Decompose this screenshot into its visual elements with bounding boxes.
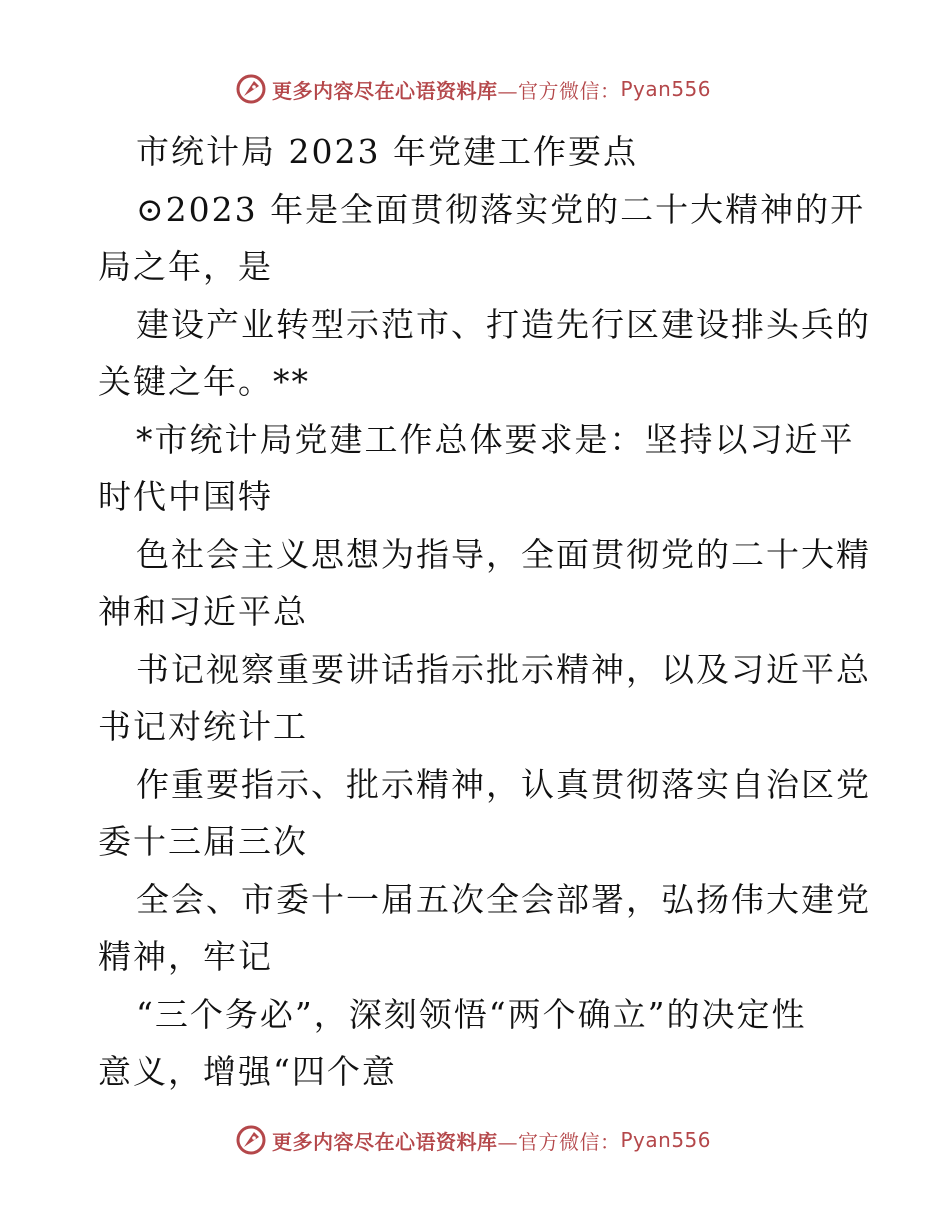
banner-wechat-label: —官方微信： bbox=[497, 1129, 621, 1154]
paragraph-line: 书记视察重要讲话指示批示精神，以及习近平总 bbox=[136, 649, 871, 689]
pen-nib-logo-icon bbox=[234, 72, 268, 106]
paragraph-line: 作重要指示、批示精神，认真贯彻落实自治区党 bbox=[136, 764, 871, 804]
banner-wechat-id: Pyan556 bbox=[620, 77, 712, 101]
paragraph-line: 精神，牢记 bbox=[98, 937, 273, 976]
paragraph-line: 关键之年。** bbox=[98, 362, 310, 401]
paragraph-line: 全会、市委十一届五次全会部署，弘扬伟大建党 bbox=[136, 879, 871, 919]
banner-wechat-id: Pyan556 bbox=[620, 1128, 712, 1152]
banner-brand: 更多内容尽在心语资料库 bbox=[272, 78, 498, 103]
banner-brand: 更多内容尽在心语资料库 bbox=[272, 1129, 498, 1154]
document-body bbox=[98, 123, 871, 1101]
paragraph-line: “三个务必”，深刻领悟“两个确立”的决定性 bbox=[136, 994, 807, 1034]
pen-nib-logo-icon bbox=[234, 1123, 268, 1157]
paragraph-line: 时代中国特 bbox=[98, 477, 273, 516]
footer-banner bbox=[234, 1123, 711, 1157]
paragraph-line: 建设产业转型示范市、打造先行区建设排头兵的 bbox=[136, 304, 871, 344]
banner-wechat-label: —官方微信： bbox=[497, 78, 621, 103]
paragraph-line: *市统计局党建工作总体要求是：坚持以习近平 bbox=[136, 419, 855, 459]
paragraph-line: 意义，增强“四个意 bbox=[98, 1052, 397, 1091]
paragraph-line: 色社会主义思想为指导，全面贯彻党的二十大精 bbox=[136, 534, 871, 574]
paragraph-line: 神和习近平总 bbox=[98, 592, 308, 631]
document-title: 市统计局 2023 年党建工作要点 bbox=[136, 132, 638, 171]
header-banner bbox=[234, 72, 711, 106]
paragraph-line: 局之年，是 bbox=[98, 247, 273, 286]
paragraph-line: ⊙2023 年是全面贯彻落实党的二十大精神的开 bbox=[136, 189, 866, 229]
paragraph-line: 委十三届三次 bbox=[98, 822, 308, 861]
paragraph-line: 书记对统计工 bbox=[98, 707, 308, 746]
